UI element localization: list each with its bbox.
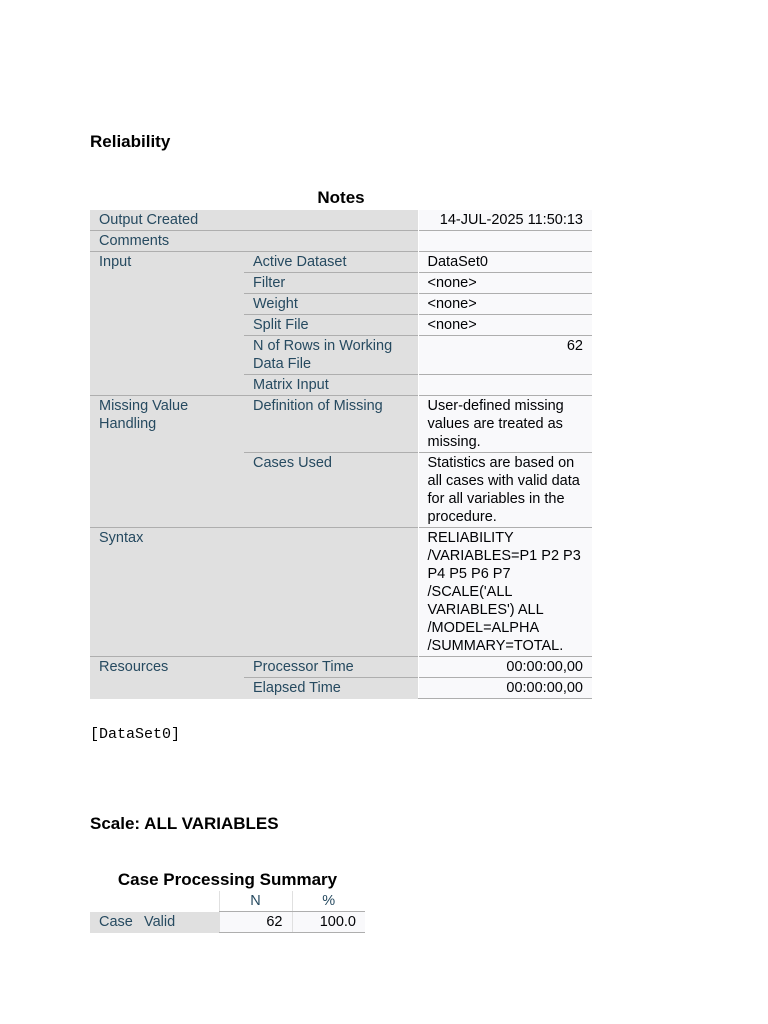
- notes-label-comments: Comments: [90, 231, 418, 252]
- notes-value-split-file: <none>: [418, 315, 592, 336]
- notes-table-title: Notes: [317, 188, 365, 207]
- notes-label-output-created: Output Created: [90, 210, 418, 231]
- notes-label-input: Input: [90, 252, 244, 396]
- notes-row-active-dataset: [90, 252, 592, 273]
- notes-label-elapsed-time: Elapsed Time: [244, 678, 418, 699]
- cps-header-blank: [90, 891, 144, 912]
- notes-label-active-dataset: Active Dataset: [244, 252, 418, 273]
- section-title: Reliability: [90, 132, 171, 151]
- notes-label-cases-used: Cases Used: [244, 453, 418, 528]
- notes-label-processor-time: Processor Time: [244, 657, 418, 678]
- case-processing-summary-title: Case Processing Summary: [117, 870, 338, 889]
- notes-label-n-rows: N of Rows in Working Data File: [244, 336, 418, 375]
- cps-label-valid: Valid: [144, 912, 219, 933]
- cps-header-percent: %: [292, 891, 365, 912]
- cps-value-percent: 100.0: [292, 912, 365, 933]
- notes-row-comments: [90, 231, 592, 252]
- notes-value-weight: <none>: [418, 294, 592, 315]
- notes-row-output-created: [90, 210, 592, 231]
- notes-value-definition-of-missing: User-defined missing values are treated as missing.: [418, 396, 592, 453]
- scale-title: Scale: ALL VARIABLES: [90, 814, 279, 833]
- notes-label-resources: Resources: [90, 657, 244, 699]
- notes-value-filter: <none>: [418, 273, 592, 294]
- notes-value-output-created: 14-JUL-2025 11:50:13: [418, 210, 592, 231]
- notes-value-syntax: RELIABILITY /VARIABLES=P1 P2 P3 P4 P5 P6 P7 /SCALE('ALL VARIABLES') ALL /MODEL=ALPHA /SUMMARY=TOTAL.: [418, 528, 592, 657]
- notes-value-n-rows: 62: [418, 336, 592, 375]
- dataset-tag: [DataSet0]: [90, 726, 181, 743]
- notes-value-processor-time: 00:00:00,00: [418, 657, 592, 678]
- cps-header-blank: [144, 891, 219, 912]
- cps-row-valid: [90, 912, 365, 933]
- notes-value-matrix-input: [418, 375, 592, 396]
- cps-value-n: 62: [219, 912, 292, 933]
- cps-header-row: [90, 891, 365, 912]
- notes-row-syntax: [90, 528, 592, 657]
- notes-value-active-dataset: DataSet0: [418, 252, 592, 273]
- notes-label-missing-value-handling: Missing Value Handling: [90, 396, 244, 528]
- case-processing-summary-table: [90, 891, 365, 933]
- notes-label-weight: Weight: [244, 294, 418, 315]
- notes-value-comments: [418, 231, 592, 252]
- cps-header-n: N: [219, 891, 292, 912]
- notes-label-definition-of-missing: Definition of Missing: [244, 396, 418, 453]
- notes-value-elapsed-time: 00:00:00,00: [418, 678, 592, 699]
- notes-row-definition-of-missing: [90, 396, 592, 453]
- notes-value-cases-used: Statistics are based on all cases with valid data for all variables in the procedure.: [418, 453, 592, 528]
- notes-row-processor-time: [90, 657, 592, 678]
- notes-label-split-file: Split File: [244, 315, 418, 336]
- cps-label-case: Case: [90, 912, 144, 933]
- notes-label-matrix-input: Matrix Input: [244, 375, 418, 396]
- notes-table: [90, 210, 592, 699]
- notes-label-syntax: Syntax: [90, 528, 418, 657]
- notes-label-filter: Filter: [244, 273, 418, 294]
